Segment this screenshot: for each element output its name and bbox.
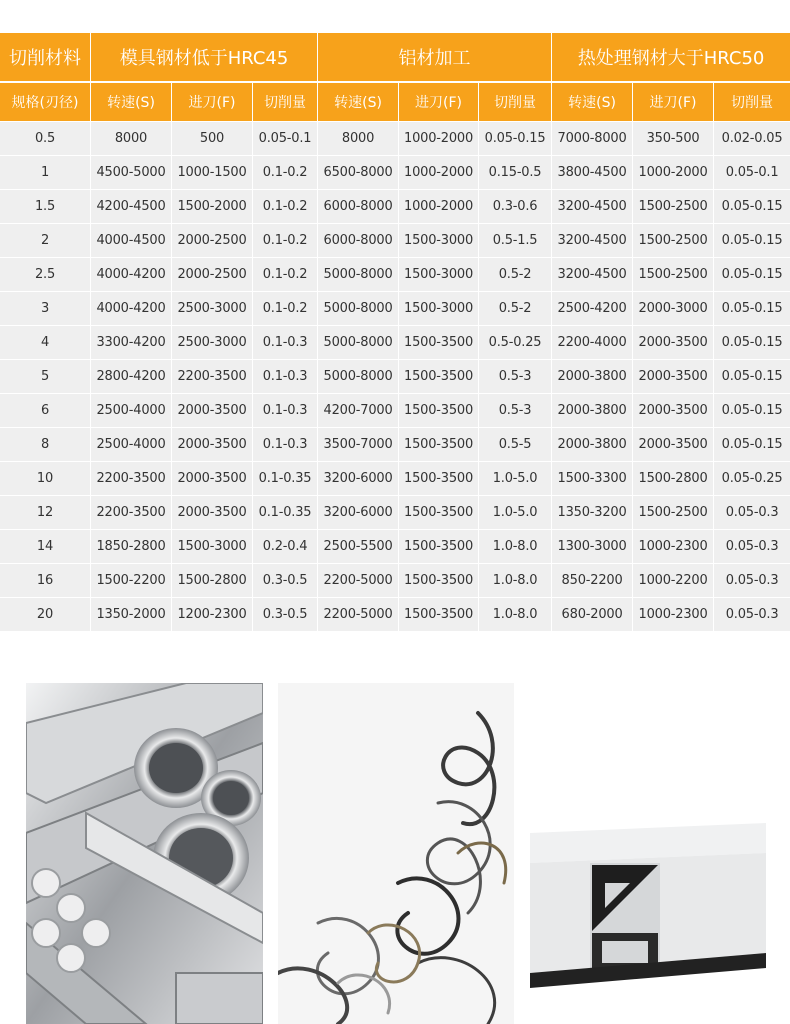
table-cell: 2000-3500	[633, 326, 714, 360]
table-cell: 4000-4500	[91, 224, 172, 258]
table-cell: 2200-4000	[552, 326, 633, 360]
subheader-feed: 进刀(F)	[633, 83, 714, 122]
table-cell: 0.15-0.5	[479, 156, 552, 190]
table-cell: 0.3-0.5	[253, 598, 318, 632]
table-cell: 2200-5000	[318, 598, 399, 632]
table-cell: 7000-8000	[552, 122, 633, 156]
table-cell: 0.1-0.35	[253, 496, 318, 530]
table-cell-spec: 5	[0, 360, 91, 394]
metal-shavings-photo	[278, 683, 514, 1024]
table-cell: 4000-4200	[91, 258, 172, 292]
table-cell: 6000-8000	[318, 190, 399, 224]
table-cell: 2000-3500	[633, 394, 714, 428]
table-cell: 0.5-2	[479, 292, 552, 326]
table-cell: 1500-2500	[633, 224, 714, 258]
table-cell: 1500-3500	[399, 598, 479, 632]
table-row	[0, 598, 790, 632]
table-cell: 0.1-0.3	[253, 428, 318, 462]
table-cell: 0.5-5	[479, 428, 552, 462]
table-cell: 1000-2300	[633, 530, 714, 564]
table-cell: 2000-2500	[172, 258, 253, 292]
subheader-speed: 转速(S)	[552, 83, 633, 122]
table-cell: 0.5-0.25	[479, 326, 552, 360]
table-cell: 3200-4500	[552, 190, 633, 224]
table-row	[0, 462, 790, 496]
table-row	[0, 224, 790, 258]
table-cell-spec: 14	[0, 530, 91, 564]
table-cell: 0.1-0.3	[253, 360, 318, 394]
table-cell: 1.0-5.0	[479, 462, 552, 496]
table-cell: 1000-2300	[633, 598, 714, 632]
table-cell: 2000-3800	[552, 394, 633, 428]
table-cell: 350-500	[633, 122, 714, 156]
table-cell: 1.0-8.0	[479, 564, 552, 598]
table-cell: 0.05-0.15	[479, 122, 552, 156]
table-cell: 1350-3200	[552, 496, 633, 530]
subheader-feed: 进刀(F)	[399, 83, 479, 122]
header-row-parameters	[0, 83, 790, 122]
table-cell-spec: 1.5	[0, 190, 91, 224]
table-cell: 0.1-0.3	[253, 394, 318, 428]
table-cell: 0.5-3	[479, 360, 552, 394]
subheader-spec: 规格(刃径)	[0, 83, 91, 122]
table-cell: 5000-8000	[318, 360, 399, 394]
table-cell: 1500-3000	[172, 530, 253, 564]
table-cell: 0.3-0.6	[479, 190, 552, 224]
table-cell: 0.1-0.2	[253, 258, 318, 292]
table-cell: 2200-5000	[318, 564, 399, 598]
header-mold-steel: 模具钢材低于HRC45	[91, 33, 318, 83]
table-cell-spec: 8	[0, 428, 91, 462]
table-cell: 2000-3500	[633, 428, 714, 462]
table-cell: 0.05-0.15	[714, 224, 790, 258]
table-cell-spec: 20	[0, 598, 91, 632]
table-cell: 0.05-0.1	[253, 122, 318, 156]
table-cell: 2500-4000	[91, 394, 172, 428]
table-cell-spec: 6	[0, 394, 91, 428]
table-cell: 0.1-0.2	[253, 156, 318, 190]
table-cell: 3200-6000	[318, 496, 399, 530]
table-cell: 1500-2000	[172, 190, 253, 224]
table-cell-spec: 3	[0, 292, 91, 326]
table-cell: 2500-4200	[552, 292, 633, 326]
table-row	[0, 496, 790, 530]
header-aluminum: 铝材加工	[318, 33, 552, 83]
table-cell: 0.05-0.3	[714, 564, 790, 598]
table-cell: 1500-3500	[399, 394, 479, 428]
table-cell: 2000-2500	[172, 224, 253, 258]
table-row	[0, 564, 790, 598]
table-cell: 1500-3500	[399, 564, 479, 598]
table-row	[0, 530, 790, 564]
table-cell: 2000-3500	[172, 462, 253, 496]
table-cell: 6000-8000	[318, 224, 399, 258]
table-cell: 2000-3500	[172, 496, 253, 530]
table-cell: 1500-2500	[633, 190, 714, 224]
table-cell: 4200-4500	[91, 190, 172, 224]
table-cell: 1500-3500	[399, 530, 479, 564]
table-cell: 2000-3500	[172, 428, 253, 462]
subheader-depth: 切削量	[479, 83, 552, 122]
table-cell: 1200-2300	[172, 598, 253, 632]
header-cutting-material: 切削材料	[0, 33, 91, 83]
table-row	[0, 190, 790, 224]
table-cell-spec: 4	[0, 326, 91, 360]
table-cell: 1500-3300	[552, 462, 633, 496]
cutting-parameters-table	[0, 33, 790, 632]
table-cell: 2000-3800	[552, 428, 633, 462]
table-cell: 2000-3500	[172, 394, 253, 428]
table-cell: 1.0-8.0	[479, 598, 552, 632]
table-cell: 0.1-0.35	[253, 462, 318, 496]
table-cell: 4200-7000	[318, 394, 399, 428]
table-cell: 1000-2000	[633, 156, 714, 190]
table-cell: 2200-3500	[91, 496, 172, 530]
table-cell: 6500-8000	[318, 156, 399, 190]
table-cell: 0.05-0.15	[714, 326, 790, 360]
table-cell-spec: 12	[0, 496, 91, 530]
table-cell: 0.1-0.2	[253, 224, 318, 258]
table-cell: 1.0-8.0	[479, 530, 552, 564]
table-cell: 500	[172, 122, 253, 156]
table-cell: 1500-3500	[399, 360, 479, 394]
table-cell: 1.0-5.0	[479, 496, 552, 530]
table-cell: 0.05-0.15	[714, 258, 790, 292]
table-cell: 3200-4500	[552, 258, 633, 292]
aluminum-extrusion-illustration	[530, 683, 766, 1024]
subheader-speed: 转速(S)	[91, 83, 172, 122]
table-cell: 1000-2000	[399, 190, 479, 224]
table-cell: 2800-4200	[91, 360, 172, 394]
table-cell: 2500-3000	[172, 326, 253, 360]
table-cell: 2500-4000	[91, 428, 172, 462]
table-cell: 0.05-0.25	[714, 462, 790, 496]
table-row	[0, 360, 790, 394]
table-row	[0, 156, 790, 190]
table-cell: 3200-4500	[552, 224, 633, 258]
table-cell-spec: 0.5	[0, 122, 91, 156]
table-cell: 3200-6000	[318, 462, 399, 496]
subheader-feed: 进刀(F)	[172, 83, 253, 122]
table-cell: 1500-2800	[633, 462, 714, 496]
table-cell: 1500-2800	[172, 564, 253, 598]
table-cell-spec: 10	[0, 462, 91, 496]
table-cell: 1300-3000	[552, 530, 633, 564]
table-cell: 1500-2200	[91, 564, 172, 598]
metal-shavings-illustration	[278, 683, 514, 1024]
table-cell: 2000-3000	[633, 292, 714, 326]
table-body	[0, 122, 790, 632]
table-row	[0, 394, 790, 428]
table-row	[0, 292, 790, 326]
cutting-parameters-table-wrapper	[0, 33, 790, 632]
table-cell: 1500-3500	[399, 326, 479, 360]
table-cell: 2500-5500	[318, 530, 399, 564]
table-cell-spec: 1	[0, 156, 91, 190]
table-cell: 1000-2000	[399, 122, 479, 156]
table-cell: 0.1-0.3	[253, 326, 318, 360]
table-cell-spec: 2.5	[0, 258, 91, 292]
table-cell: 2200-3500	[91, 462, 172, 496]
table-cell: 850-2200	[552, 564, 633, 598]
table-cell: 680-2000	[552, 598, 633, 632]
table-cell: 0.05-0.15	[714, 394, 790, 428]
table-cell: 0.5-2	[479, 258, 552, 292]
table-cell-spec: 16	[0, 564, 91, 598]
table-cell: 5000-8000	[318, 292, 399, 326]
table-cell: 1500-3500	[399, 428, 479, 462]
table-cell: 0.1-0.2	[253, 190, 318, 224]
table-cell: 1850-2800	[91, 530, 172, 564]
table-row	[0, 428, 790, 462]
table-cell: 1500-3500	[399, 496, 479, 530]
table-cell: 8000	[91, 122, 172, 156]
table-cell: 0.02-0.05	[714, 122, 790, 156]
aluminum-extrusion-photo	[530, 683, 766, 1024]
table-cell: 0.05-0.3	[714, 530, 790, 564]
subheader-depth: 切削量	[714, 83, 790, 122]
table-cell: 2000-3500	[633, 360, 714, 394]
table-cell: 0.2-0.4	[253, 530, 318, 564]
header-heat-treated-steel: 热处理钢材大于HRC50	[552, 33, 790, 83]
table-cell: 0.1-0.2	[253, 292, 318, 326]
table-cell: 1500-3000	[399, 224, 479, 258]
table-cell: 0.05-0.3	[714, 496, 790, 530]
table-cell: 0.5-1.5	[479, 224, 552, 258]
table-cell: 0.05-0.15	[714, 190, 790, 224]
table-cell: 3800-4500	[552, 156, 633, 190]
table-cell: 1500-3500	[399, 462, 479, 496]
table-cell-spec: 2	[0, 224, 91, 258]
table-cell: 5000-8000	[318, 258, 399, 292]
table-cell: 2000-3800	[552, 360, 633, 394]
table-cell: 0.5-3	[479, 394, 552, 428]
table-cell: 0.05-0.1	[714, 156, 790, 190]
table-cell: 1500-3000	[399, 292, 479, 326]
table-cell: 1500-3000	[399, 258, 479, 292]
table-cell: 1000-1500	[172, 156, 253, 190]
subheader-speed: 转速(S)	[318, 83, 399, 122]
table-cell: 1500-2500	[633, 258, 714, 292]
table-cell: 8000	[318, 122, 399, 156]
table-cell: 4500-5000	[91, 156, 172, 190]
table-cell: 0.05-0.15	[714, 292, 790, 326]
subheader-depth: 切削量	[253, 83, 318, 122]
table-cell: 0.05-0.15	[714, 428, 790, 462]
table-cell: 1500-2500	[633, 496, 714, 530]
table-cell: 0.05-0.3	[714, 598, 790, 632]
metal-pipes-photo	[26, 683, 263, 1024]
table-row	[0, 122, 790, 156]
table-row	[0, 258, 790, 292]
table-cell: 1000-2200	[633, 564, 714, 598]
table-cell: 0.3-0.5	[253, 564, 318, 598]
table-row	[0, 326, 790, 360]
table-cell: 1350-2000	[91, 598, 172, 632]
table-cell: 3300-4200	[91, 326, 172, 360]
table-cell: 2500-3000	[172, 292, 253, 326]
table-cell: 4000-4200	[91, 292, 172, 326]
table-cell: 0.05-0.15	[714, 360, 790, 394]
table-cell: 5000-8000	[318, 326, 399, 360]
metal-pipes-illustration	[26, 683, 263, 1024]
header-row-materials	[0, 33, 790, 83]
table-cell: 3500-7000	[318, 428, 399, 462]
table-cell: 2200-3500	[172, 360, 253, 394]
table-cell: 1000-2000	[399, 156, 479, 190]
